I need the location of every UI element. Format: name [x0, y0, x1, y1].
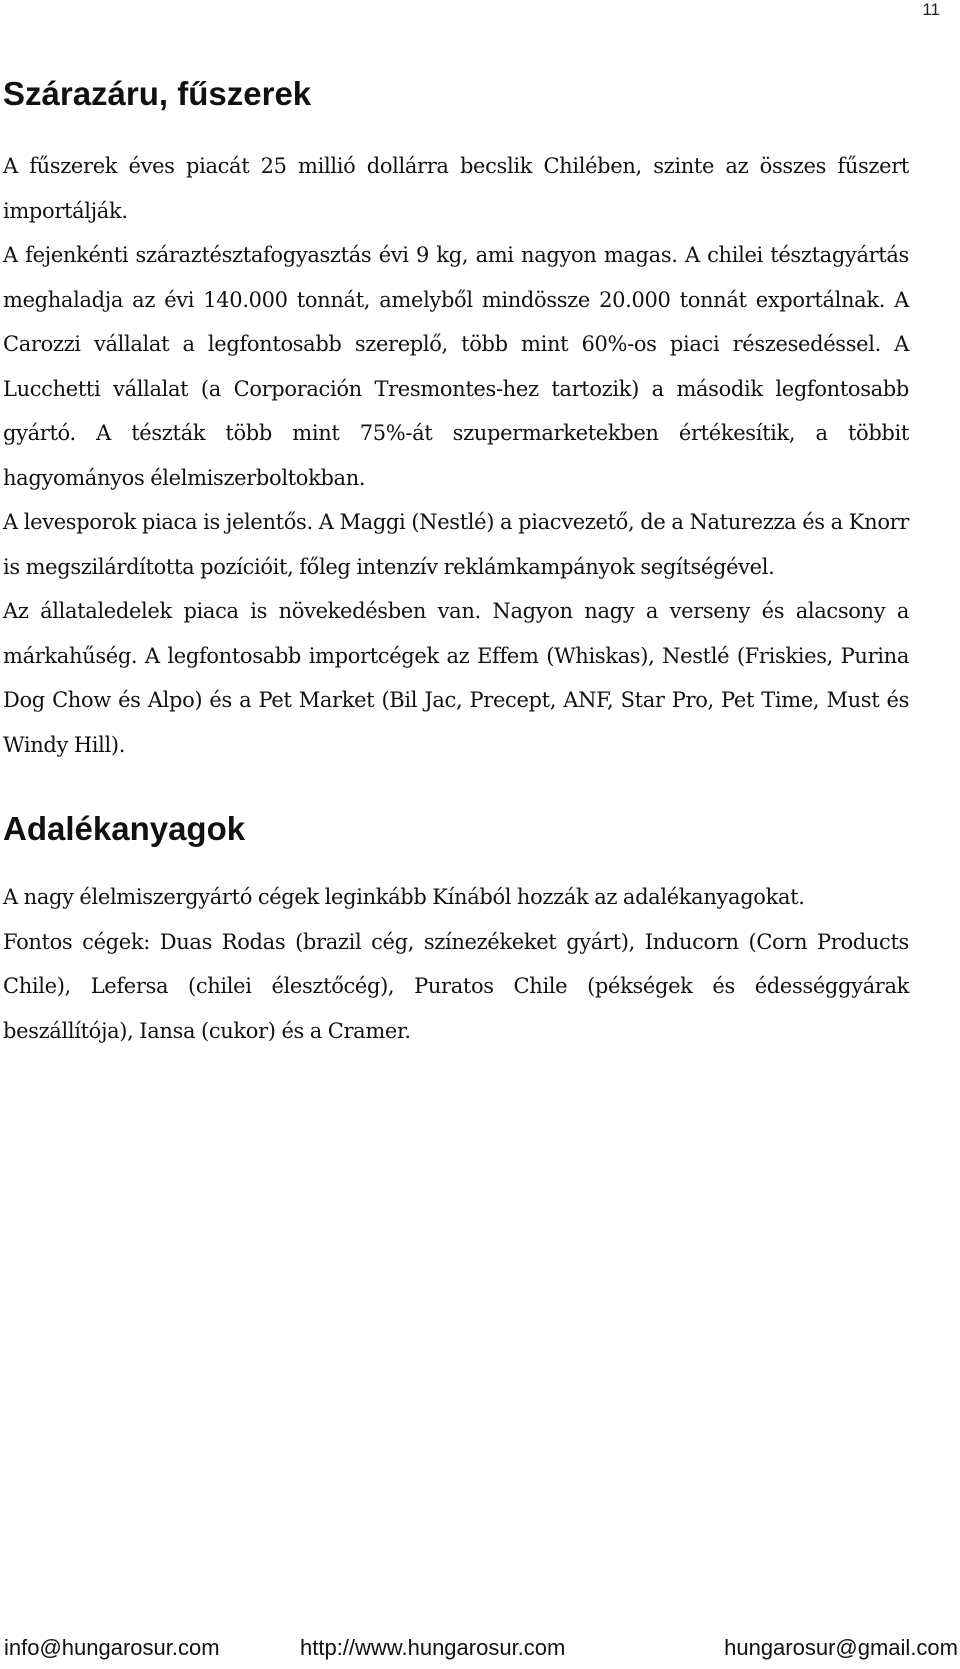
footer-gmail-link[interactable]: hungarosur@gmail.com — [724, 1635, 958, 1660]
section-heading-szarazaru: Szárazáru, fűszerek — [3, 75, 312, 112]
paragraph-teszta: A fejenkénti száraztésztafogyasztás évi 9 kg, ami nagyon magas. A chilei tésztagyártás meghaladja az évi 140.000 tonnát, amelyből mindössze 20.000 tonnát exportálnak. A Carozzi vállalat a legfontosabb szereplő, több mint 60%-os piaci részesedéssel. A Lucchetti vállalat (a Corporación Tresmontes-hez tartozik) a második legfontosabb gyártó. A tészták több mint 75%-át szupermarketekben értékesítik, a többit hagyományos élelmiszerboltokban. — [3, 243, 909, 490]
paragraph-levesporok: A levesporok piaca is jelentős. A Maggi (Nestlé) a piacvezető, de a Naturezza és a Knorr is megszilárdította pozícióit, főleg intenzív reklámkampányok segítségével. — [3, 510, 909, 579]
paragraph-fuszerek: A fűszerek éves piacát 25 millió dollárra becslik Chilében, szinte az összes fűszert importálják. — [3, 154, 909, 223]
section-heading-adalekanyagok: Adalékanyagok — [3, 810, 246, 847]
document-body — [3, 72, 909, 1053]
footer-email-link[interactable]: info@hungarosur.com — [4, 1635, 220, 1660]
footer-website-link[interactable]: http://www.hungarosur.com — [300, 1635, 566, 1660]
paragraph-adalek-import: A nagy élelmiszergyártó cégek leginkább Kínából hozzák az adalékanyagokat. — [3, 885, 805, 909]
paragraph-adalek-cegek: Fontos cégek: Duas Rodas (brazil cég, színezékeket gyárt), Inducorn (Corn Products Chile), Lefersa (chilei élesztőcég), Puratos Chile (pékségek és édességgyárak beszállítója), Iansa (cukor) és a Cramer. — [3, 929, 909, 1043]
page-number: 11 — [922, 0, 940, 19]
paragraph-allataledelek: Az állataledelek piaca is növekedésben van. Nagyon nagy a verseny és alacsony a márkahűség. A legfontosabb importcégek az Effem (Whiskas), Nestlé (Friskies, Purina Dog Chow és Alpo) és a Pet Market (Bil Jac, Precept, ANF, Star Pro, Pet Time, Must és Windy Hill). — [3, 599, 909, 757]
